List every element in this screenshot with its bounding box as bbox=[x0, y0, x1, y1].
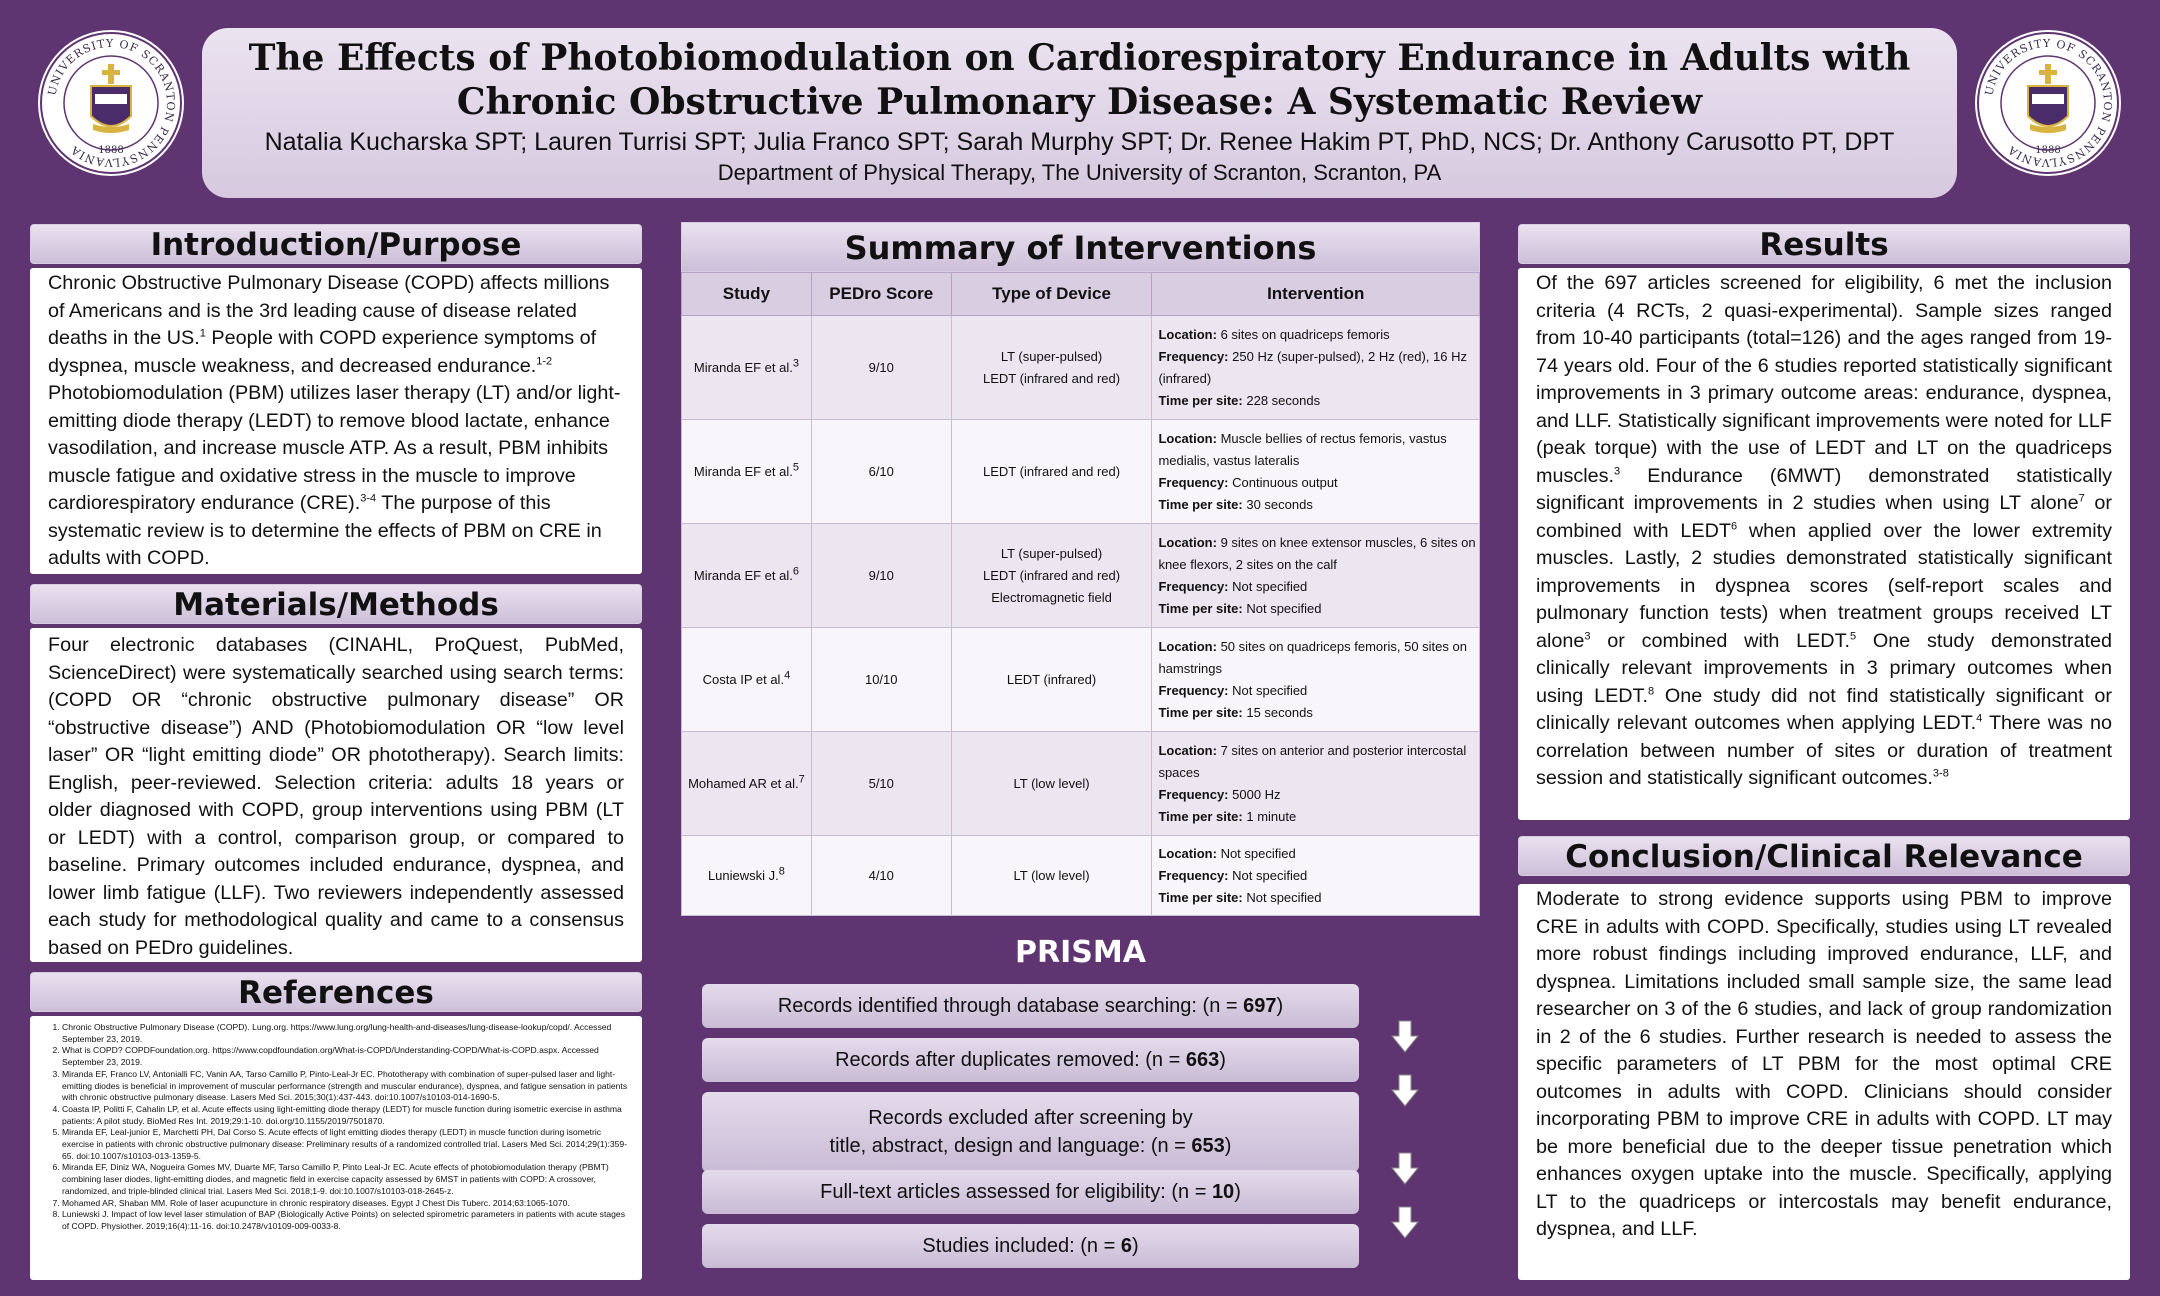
intro-text: Chronic Obstructive Pulmonary Disease (COPD) affects millions of Americans and is the 3rd leading cause of disease related deaths in the US.$^1$ People with COPD experience symptoms of dyspnea, muscle weakness, and decreased endurance.$^{1-2}$ Photobiomodulation (PBM) utilizes laser therapy (LT) and/or light-emitting diode therapy (LEDT) to remove blood lactate, enhance vasodilation, and increase muscle ATP. As a result, PBM inhibits muscle fatigue and oxidative stress in the muscle to improve cardiorespiratory endurance (CRE).$^{3-4}$ The purpose of this systematic review is to determine the effects of PBM on CRE in adults with COPD. bbox=[48, 272, 621, 569]
intro-panel bbox=[30, 268, 642, 574]
title-banner bbox=[202, 28, 1957, 198]
reference-item: 3. Miranda EF, Franco LV, Antonialli FC, Vanin AA, Tarso Camillo P, Pinto-Leal-Jr EC. Phototherapy with combination of super-pulsed laser and light-emitting diodes is beneficial in improvement of muscular performance (strength and muscular endurance), dyspnea, and fatigue sensation in patients with chronic obstructive pulmonary disease. Lasers Med Sci. 2015;30(1):437-443. doi:10.1007/s10103-014-1690-5. bbox=[62, 1069, 632, 1104]
reference-item: 5. Miranda EF, Leal-junior E, Marchetti PH, Dal Corso S. Acute effects of light emitting diodes therapy (LEDT) in muscle function during isometric exercise in patients with chronic obstructive pulmonary disease: Preliminary results of a randomized controlled trial. Lasers Med Sci. 2014;29(1):359-65. doi:10.1007/s10103-013-1359-5. bbox=[62, 1127, 632, 1162]
intervention-cell: Location: Not specified Frequency: Not specified Time per site: Not specified bbox=[1152, 836, 1480, 916]
score-cell: 9/10 bbox=[811, 524, 951, 628]
intro-heading: Introduction/Purpose bbox=[30, 224, 642, 264]
title-line-2: Chronic Obstructive Pulmonary Disease: A Systematic Review bbox=[456, 81, 1703, 123]
column-header: PEDro Score bbox=[811, 273, 951, 316]
department: Department of Physical Therapy, The University of Scranton, Scranton, PA bbox=[717, 160, 1442, 185]
university-seal-right bbox=[1973, 28, 2123, 178]
reference-item: 7. Mohamed AR, Shaban MM. Role of laser acupuncture in chronic respiratory diseases. Egypt J Chest Dis Tuberc. 2014;63:1065-1070. bbox=[62, 1198, 632, 1210]
device-cell: LEDT (infrared) bbox=[951, 628, 1152, 732]
prisma-step: Records after duplicates removed: (n = 663) bbox=[702, 1038, 1359, 1082]
device-cell: LT (low level) bbox=[951, 732, 1152, 836]
summary-table bbox=[681, 272, 1480, 916]
score-cell: 5/10 bbox=[811, 732, 951, 836]
intervention-cell: Location: 50 sites on quadriceps femoris, 50 sites on hamstrings Frequency: Not specified Time per site: 15 seconds bbox=[1152, 628, 1480, 732]
methods-heading: Materials/Methods bbox=[30, 584, 642, 624]
reference-item: 2. What is COPD? COPDFoundation.org. https://www.copdfoundation.org/What-is-COPD/Understanding-COPD/What-is-COPD.aspx. Accessed September 23, 2019. bbox=[62, 1045, 632, 1068]
column-header: Intervention bbox=[1152, 273, 1480, 316]
poster-title bbox=[202, 36, 1957, 124]
device-cell: LT (low level) bbox=[951, 836, 1152, 916]
score-cell: 6/10 bbox=[811, 420, 951, 524]
results-panel bbox=[1518, 268, 2130, 820]
intervention-cell: Location: 7 sites on anterior and posterior intercostal spaces Frequency: 5000 Hz Time per site: 1 minute bbox=[1152, 732, 1480, 836]
study-cell: Miranda EF et al.$^3$ bbox=[682, 316, 812, 420]
device-cell: LEDT (infrared and red) bbox=[951, 420, 1152, 524]
study-cell: Costa IP et al.$^4$ bbox=[682, 628, 812, 732]
prisma-step: Studies included: (n = 6) bbox=[702, 1224, 1359, 1268]
prisma-step: Records identified through database searching: (n = 697) bbox=[702, 984, 1359, 1028]
methods-panel bbox=[30, 628, 642, 962]
results-heading: Results bbox=[1518, 224, 2130, 264]
summary-table-wrap bbox=[681, 272, 1480, 916]
references-heading: References bbox=[30, 972, 642, 1012]
reference-item: 6. Miranda EF, Diniz WA, Nogueira Gomes MV, Duarte MF, Tarso Camillo P, Pinto Leal-Jr EC. Acute effects of photobiomodulation therapy (PBMT) combining laser diodes, light-emitting diodes, and magnetic field in exercise capacity assessed by 6MST in patients with COPD: A crossover, randomized, and triple-blinded clinical trial. Lasers Med Sci. 2018;1-9. doi:10.1007/s10103-018-2645-z. bbox=[62, 1162, 632, 1197]
study-cell: Miranda EF et al.$^6$ bbox=[682, 524, 812, 628]
conclusion-panel bbox=[1518, 884, 2130, 1280]
score-cell: 9/10 bbox=[811, 316, 951, 420]
author-list: Natalia Kucharska SPT; Lauren Turrisi SPT; Julia Franco SPT; Sarah Murphy SPT; Dr. Renee Hakim PT, PhD, NCS; Dr. Anthony Carusotto PT, DPT bbox=[264, 128, 1895, 156]
methods-text: Four electronic databases (CINAHL, ProQuest, PubMed, ScienceDirect) were systematically searched using search terms: (COPD OR “chronic obstructive pulmonary disease” OR “obstructive disease”) AND (Photobiomodulation OR “low level laser” OR “light emitting diode” OR phototherapy). Search limits: English, peer-reviewed. Selection criteria: adults 18 years or older diagnosed with COPD, group interventions using PBM (LT or LEDT) with a control, comparison group, or compared to baseline. Primary outcomes included endurance, dyspnea, and lower limb fatigue (LLF). Two reviewers independently assessed each study for methodological quality and came to a consensus based on PEDro guidelines. bbox=[48, 634, 624, 959]
prisma-heading: PRISMA bbox=[1015, 935, 1146, 970]
device-cell: LT (super-pulsed) LEDT (infrared and red) Electromagnetic field bbox=[951, 524, 1152, 628]
intervention-cell: Location: 9 sites on knee extensor muscles, 6 sites on knee flexors, 2 sites on the calf Frequency: Not specified Time per site: Not specified bbox=[1152, 524, 1480, 628]
down-arrow-icon bbox=[1391, 1206, 1419, 1240]
seal-icon bbox=[1973, 28, 2123, 178]
table-row bbox=[682, 316, 1480, 420]
table-row bbox=[682, 524, 1480, 628]
table-row bbox=[682, 732, 1480, 836]
svg-text:1888: 1888 bbox=[98, 145, 124, 156]
study-cell: Mohamed AR et al.$^7$ bbox=[682, 732, 812, 836]
conclusion-text: Moderate to strong evidence supports using PBM to improve CRE in adults with COPD. Specifically, studies using LT revealed more robust findings including improved endurance, LLF, and dyspnea. Limitations included small sample size, the same lead researcher on 3 of the 6 studies, and lack of group randomization in 2 of the 6 studies. Further research is needed to assess the specific parameters of LT PBM for the most optimal CRE outcomes in adults with COPD. Clinicians should consider incorporating PBM to improve CRE in adults with COPD. LT may be more beneficial due to the deeper tissue penetration which enhances oxygen uptake into the muscle. Specifically, applying LT to the quadriceps or intercostals may benefit endurance, dyspnea, and LLF. bbox=[1536, 888, 2112, 1240]
table-row bbox=[682, 628, 1480, 732]
results-text: Of the 697 articles screened for eligibility, 6 met the inclusion criteria (4 RCTs, 2 quasi-experimental). Sample sizes ranged from 10-40 participants (total=126) and the ages ranged from 19-74 years old. Four of the 6 studies reported statistically significant improvements in 3 primary outcome areas: endurance, dyspnea, and LLF. Statistically significant improvements were noted for LLF (peak torque) with the use of LEDT and LT on the quadriceps muscles.$^3$ Endurance (6MWT) demonstrated statistically significant improvements in 2 studies when using LT alone$^7$ or combined with LEDT$^6$ when applied over the lower extremity muscles. Lastly, 2 studies demonstrated statistically significant improvements in dyspnea scores (self-report scales and pulmonary function tests) when treatment groups received LT alone$^3$ or combined with LEDT.$^5$ One study demonstrated clinically relevant improvements in 3 primary outcomes when using LEDT.$^8$ One study did not find statistically significant or clinically relevant outcomes when applying LEDT.$^4$ There was no correlation between number of sites or duration of treatment session and statistically significant outcomes.$^{3-8}$ bbox=[1536, 272, 2113, 789]
svg-text:1888: 1888 bbox=[2035, 145, 2061, 156]
reference-item: 1. Chronic Obstructive Pulmonary Disease (COPD). Lung.org. https://www.lung.org/lung-health-and-diseases/lung-disease-lookup/copd/. Accessed September 23, 2019. bbox=[62, 1022, 632, 1045]
references-list bbox=[40, 1022, 632, 1233]
prisma-step: Records excluded after screening by title, abstract, design and language: (n = 653) bbox=[702, 1092, 1359, 1172]
seal-icon bbox=[36, 28, 186, 178]
study-cell: Miranda EF et al.$^5$ bbox=[682, 420, 812, 524]
table-header-row bbox=[682, 273, 1480, 316]
university-seal-left bbox=[36, 28, 186, 178]
svg-text:UNIVERSITY OF SCRANTON PENNSYL: UNIVERSITY OF SCRANTON PENNSYLVANIA bbox=[1982, 36, 2115, 170]
down-arrow-icon bbox=[1391, 1074, 1419, 1108]
intervention-cell: Location: 6 sites on quadriceps femoris Frequency: 250 Hz (super-pulsed), 2 Hz (red), 16 Hz (infrared) Time per site: 228 seconds bbox=[1152, 316, 1480, 420]
study-cell: Luniewski J.$^8$ bbox=[682, 836, 812, 916]
down-arrow-icon bbox=[1391, 1020, 1419, 1054]
column-header: Type of Device bbox=[951, 273, 1152, 316]
intervention-cell: Location: Muscle bellies of rectus femoris, vastus medialis, vastus lateralis Frequency: Continuous output Time per site: 30 seconds bbox=[1152, 420, 1480, 524]
device-cell: LT (super-pulsed) LEDT (infrared and red) bbox=[951, 316, 1152, 420]
table-row bbox=[682, 836, 1480, 916]
summary-heading: Summary of Interventions bbox=[681, 222, 1480, 272]
score-cell: 10/10 bbox=[811, 628, 951, 732]
references-panel bbox=[30, 1016, 642, 1280]
down-arrow-icon bbox=[1391, 1152, 1419, 1186]
title-line-1: The Effects of Photobiomodulation on Cardiorespiratory Endurance in Adults with bbox=[248, 37, 1911, 79]
reference-item: 8. Luniewski J. Impact of low level laser stimulation of BAP (Biologically Active Points) on selected spirometric parameters in patients with acute stages of COPD. Physiother. 2019;16(4):11-16. doi:10.2478/v10109-009-0033-8. bbox=[62, 1209, 632, 1232]
table-row bbox=[682, 420, 1480, 524]
score-cell: 4/10 bbox=[811, 836, 951, 916]
reference-item: 4. Coasta IP, Politti F, Cahalin LP, et al. Acute effects using light-emitting diode therapy (LEDT) for muscle function during isometric exercise in asthma patients: A pilot study. BioMed Res Int. 2019;29:1-10. doi.org/10.1155/2019/7501870. bbox=[62, 1104, 632, 1127]
conclusion-heading: Conclusion/Clinical Relevance bbox=[1518, 836, 2130, 876]
svg-text:UNIVERSITY OF SCRANTON PENNSYL: UNIVERSITY OF SCRANTON PENNSYLVANIA bbox=[45, 36, 178, 170]
prisma-step: Full-text articles assessed for eligibility: (n = 10) bbox=[702, 1170, 1359, 1214]
column-header: Study bbox=[682, 273, 812, 316]
